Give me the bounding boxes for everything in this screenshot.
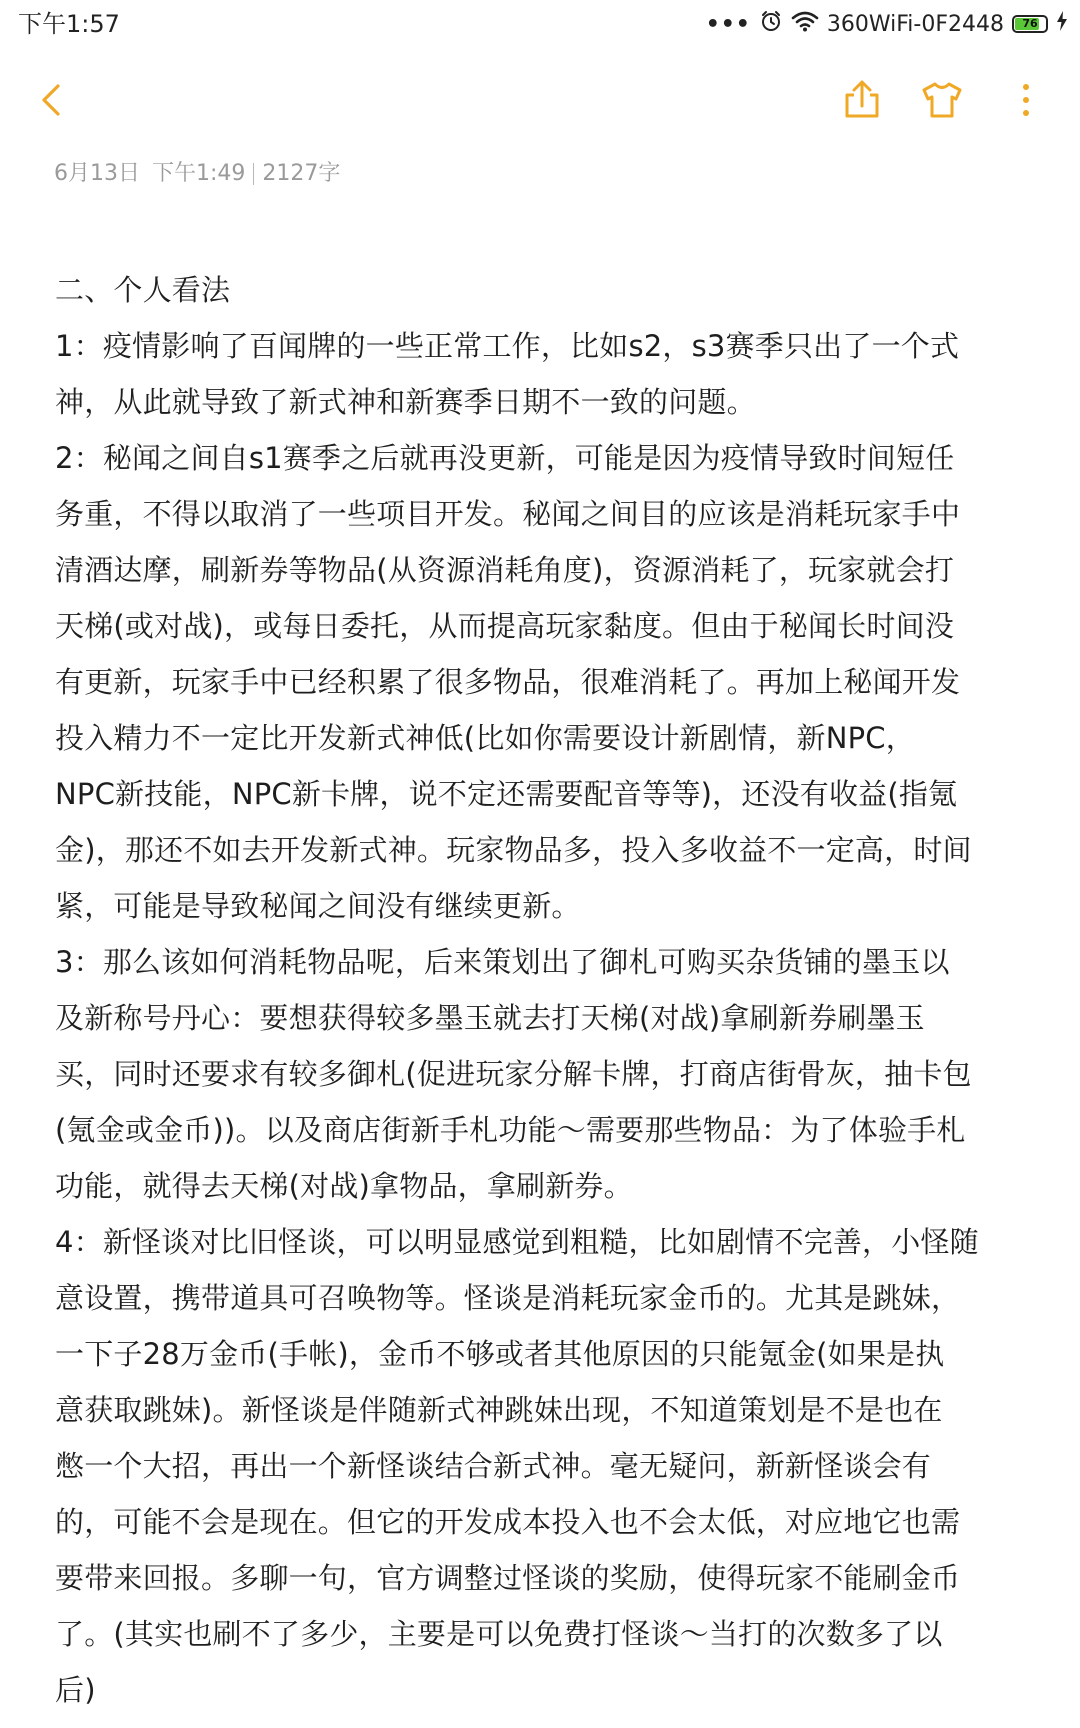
note-line: 一下子28万金币(手帐)，金币不够或者其他原因的只能氪金(如果是执 [55,1337,945,1371]
meta-divider [253,163,254,185]
note-time: 下午1:49 [152,161,246,186]
status-icons [706,8,1068,40]
status-time: 下午1:57 [18,10,120,38]
note-date: 6月13日 [54,161,140,186]
note-line: 的，可能不会是现在。但它的开发成本投入也不会太低，对应地它也需 [55,1505,961,1539]
more-button[interactable] [996,70,1056,130]
more-vertical-icon [1016,80,1036,120]
note-line: 后) [55,1673,96,1707]
status-bar [0,0,1080,48]
note-meta [54,158,340,190]
share-button[interactable] [832,70,892,130]
share-icon [840,78,884,122]
note-line: 1：疫情影响了百闻牌的一些正常工作，比如s2，s3赛季只出了一个式 [55,329,960,363]
more-notifications-icon: ••• [705,11,751,37]
back-arrow-icon [32,80,72,120]
note-line: 憋一个大招，再出一个新怪谈结合新式神。毫无疑问，新新怪谈会有 [55,1449,932,1483]
note-line: 买，同时还要求有较多御札(促进玩家分解卡牌，打商店街骨灰，抽卡包 [55,1057,972,1091]
note-line: 投入精力不一定比开发新式神低(比如你需要设计新剧情，新NPC， [55,721,915,755]
note-line: 了。(其实也刷不了多少，主要是可以免费打怪谈～当打的次数多了以 [55,1617,943,1651]
note-line: 及新称号丹心：要想获得较多墨玉就去打天梯(对战)拿刷新券刷墨玉 [55,1001,925,1035]
note-line: (氪金或金币))。以及商店街新手札功能～需要那些物品：为了体验手札 [55,1113,966,1147]
note-line: 意获取跳妹)。新怪谈是伴随新式神跳妹出现，不知道策划是不是也在 [55,1393,943,1427]
alarm-clock-icon [759,9,783,39]
tshirt-icon [920,78,964,122]
word-count: 2127字 [262,161,341,186]
note-line: 金)，那还不如去开发新式神。玩家物品多，投入多收益不一定高，时间 [55,833,972,867]
note-line: 要带来回报。多聊一句，官方调整过怪谈的奖励，使得玩家不能刷金币 [55,1561,961,1595]
note-line: 功能，就得去天梯(对战)拿物品，拿刷新券。 [55,1169,633,1203]
note-body-editor[interactable] [55,262,1005,1718]
theme-skin-button[interactable] [912,70,972,130]
battery-icon [1012,15,1048,33]
wifi-name: 360WiFi-0F2448 [826,11,1004,37]
note-line: NPC新技能，NPC新卡牌，说不定还需要配音等等)，还没有收益(指氪 [55,777,958,811]
note-line: 意设置，携带道具可召唤物等。怪谈是消耗玩家金币的。尤其是跳妹， [55,1281,961,1315]
note-line: 紧，可能是导致秘闻之间没有继续更新。 [55,889,581,923]
wifi-icon [791,10,819,38]
note-line: 清酒达摩，刷新券等物品(从资源消耗角度)，资源消耗了，玩家就会打 [55,553,955,587]
note-line: 神，从此就导致了新式神和新赛季日期不一致的问题。 [55,385,756,419]
charging-icon [1056,11,1068,37]
note-line: 2：秘闻之间自s1赛季之后就再没更新，可能是因为疫情导致时间短任 [55,441,955,475]
battery-level: 76 [1022,17,1038,30]
back-button[interactable] [22,70,82,130]
note-line: 3：那么该如何消耗物品呢，后来策划出了御札可购买杂货铺的墨玉以 [55,945,950,979]
note-line: 二、个人看法 [55,273,231,307]
note-toolbar [0,60,1080,140]
note-line: 4：新怪谈对比旧怪谈，可以明显感觉到粗糙，比如剧情不完善，小怪随 [55,1225,979,1259]
note-line: 有更新，玩家手中已经积累了很多物品，很难消耗了。再加上秘闻开发 [55,665,961,699]
note-line: 天梯(或对战)，或每日委托，从而提高玩家黏度。但由于秘闻长时间没 [55,609,955,643]
note-line: 务重，不得以取消了一些项目开发。秘闻之间目的应该是消耗玩家手中 [55,497,961,531]
